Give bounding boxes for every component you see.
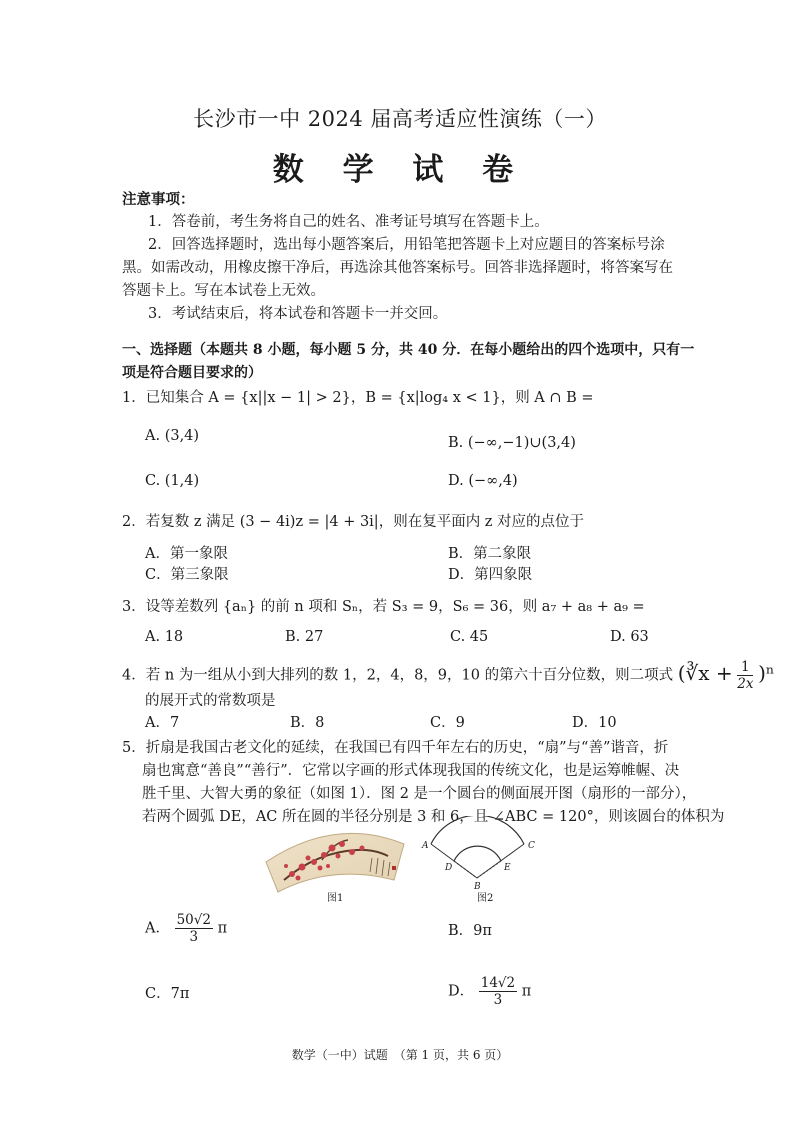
q5-stem-3: 胜千里、大智大勇的象征（如图 1）．图 2 是一个圆台的侧面展开图（扇形的一部分），: [142, 786, 697, 802]
q4-expr-close: )ⁿ: [758, 660, 775, 685]
section-heading: 一、选择题（本题共 8 小题，每小题 5 分，共 40 分．在每小题给出的四个选项中，只有一: [122, 342, 695, 358]
q4-expr-fraction: [737, 659, 753, 692]
q2-stem: 2．若复数 z 满足 (3 − 4i)z = |4 + 3i|，则在复平面内 z 对应的点位于: [122, 514, 585, 530]
q2-option-a: A．第一象限: [145, 546, 228, 562]
q3-option-b: B. 27: [285, 629, 324, 645]
q4-stem-cont: 的展开式的常数项是: [145, 693, 276, 709]
label-e: E: [504, 863, 511, 873]
exam-title: 数 学 试 卷: [272, 152, 528, 188]
q2-option-c: C．第三象限: [145, 567, 229, 583]
arc-de: [454, 846, 501, 861]
label-d: D: [445, 863, 453, 873]
figure-1-caption: 图1: [327, 893, 344, 904]
q2-option-d: D．第四象限: [448, 567, 533, 583]
q3-stem: 3．设等差数列 {aₙ} 的前 n 项和 Sₙ，若 S₃ = 9，S₆ = 36，则 a₇ + a₈ + a₉ =: [122, 599, 645, 615]
figure-2-caption: 图2: [477, 893, 494, 904]
notice-heading: 注意事项：: [122, 191, 195, 208]
q4-binomial: [677, 659, 775, 692]
exam-subtitle: 长沙市一中 2024 届高考适应性演练（一）: [193, 107, 607, 131]
q4-option-c: C．9: [430, 715, 465, 731]
q5-stem-4: 若两个圆弧 DE，AC 所在圆的半径分别是 3 和 6，且 ∠ABC = 120°，则该圆台的体积为: [142, 809, 725, 825]
q5-option-a-pi: π: [217, 920, 228, 937]
label-a: A: [422, 841, 429, 851]
q5-option-a-label: A．: [145, 920, 170, 937]
q1-option-a: A. (3,4): [145, 428, 200, 444]
q5-option-d-num: 14√2: [480, 975, 516, 991]
q4-stem: [122, 659, 775, 692]
q4-stem-text: 4．若 n 为一组从小到大排列的数 1，2，4，8，9，10 的第六十百分位数，则二项式: [122, 667, 674, 684]
notice-item-3: 3．考试结束后，将本试卷和答题卡一并交回。: [148, 306, 448, 322]
q5-option-a-den: 3: [189, 929, 199, 945]
q3-option-c: C. 45: [450, 629, 489, 645]
q4-option-a: A．7: [145, 715, 180, 731]
label-b: B: [474, 882, 481, 892]
notice-item-1: 1．答卷前，考生务将自己的姓名、准考证号填写在答题卡上。: [148, 214, 549, 230]
page-footer: 数学（一中）试题 （第 1 页，共 6 页）: [291, 1048, 509, 1062]
q5-option-d-label: D．: [448, 983, 475, 1000]
arc-ac: [431, 816, 524, 844]
q4-expr-den: 2x: [737, 676, 754, 692]
q1-option-c: C. (1,4): [145, 473, 200, 489]
q5-option-b: B．9π: [448, 923, 492, 939]
q4-expr-root: (∛x +: [677, 660, 733, 685]
q5-option-a: [145, 912, 227, 945]
q5-stem-2: 扇也寓意“善良”“善行”．它常以字画的形式体现我国的传统文化，也是运筹帷幄、决: [142, 763, 680, 779]
q5-option-a-num: 50√2: [176, 912, 211, 928]
section-heading-cont: 项是符合题目要求的）: [122, 365, 262, 381]
q5-option-c: C．7π: [145, 986, 190, 1002]
label-c: C: [528, 841, 535, 851]
notice-item-2-cont: 黑。如需改动，用橡皮擦干净后，再选涂其他答案标号。回答非选择题时，将答案写在: [122, 260, 673, 276]
notice-item-2: 2．回答选择题时，选出每小题答案后，用铅笔把答题卡上对应题目的答案标号涂: [148, 237, 665, 253]
q4-expr-num: 1: [737, 659, 753, 676]
q5-stem-1: 5．折扇是我国古老文化的延续，在我国已有四千年左右的历史，“扇”与“善”谐音，折: [122, 740, 669, 756]
q4-option-b: B．8: [290, 715, 325, 731]
q4-option-d: D．10: [572, 715, 617, 731]
notice-item-2-end: 答题卡上。写在本试卷上无效。: [122, 283, 325, 299]
q5-option-d-den: 3: [493, 992, 503, 1008]
q1-stem: 1．已知集合 A = {x||x − 1| > 2}，B = {x|log₄ x < 1}，则 A ∩ B =: [122, 390, 594, 406]
q5-option-a-fraction: [175, 912, 213, 945]
q1-option-b: B. (−∞,−1)∪(3,4): [448, 435, 576, 451]
q5-option-d-pi: π: [521, 983, 532, 1000]
figure-2-sector-diagram: [420, 816, 550, 892]
q3-option-a: A. 18: [145, 629, 184, 645]
fan-seal: [392, 866, 396, 870]
q5-option-d: [448, 975, 531, 1008]
q2-option-b: B．第二象限: [448, 546, 532, 562]
q5-option-d-fraction: [479, 975, 517, 1008]
q1-option-d: D. (−∞,4): [448, 473, 518, 489]
q3-option-d: D. 63: [610, 629, 649, 645]
